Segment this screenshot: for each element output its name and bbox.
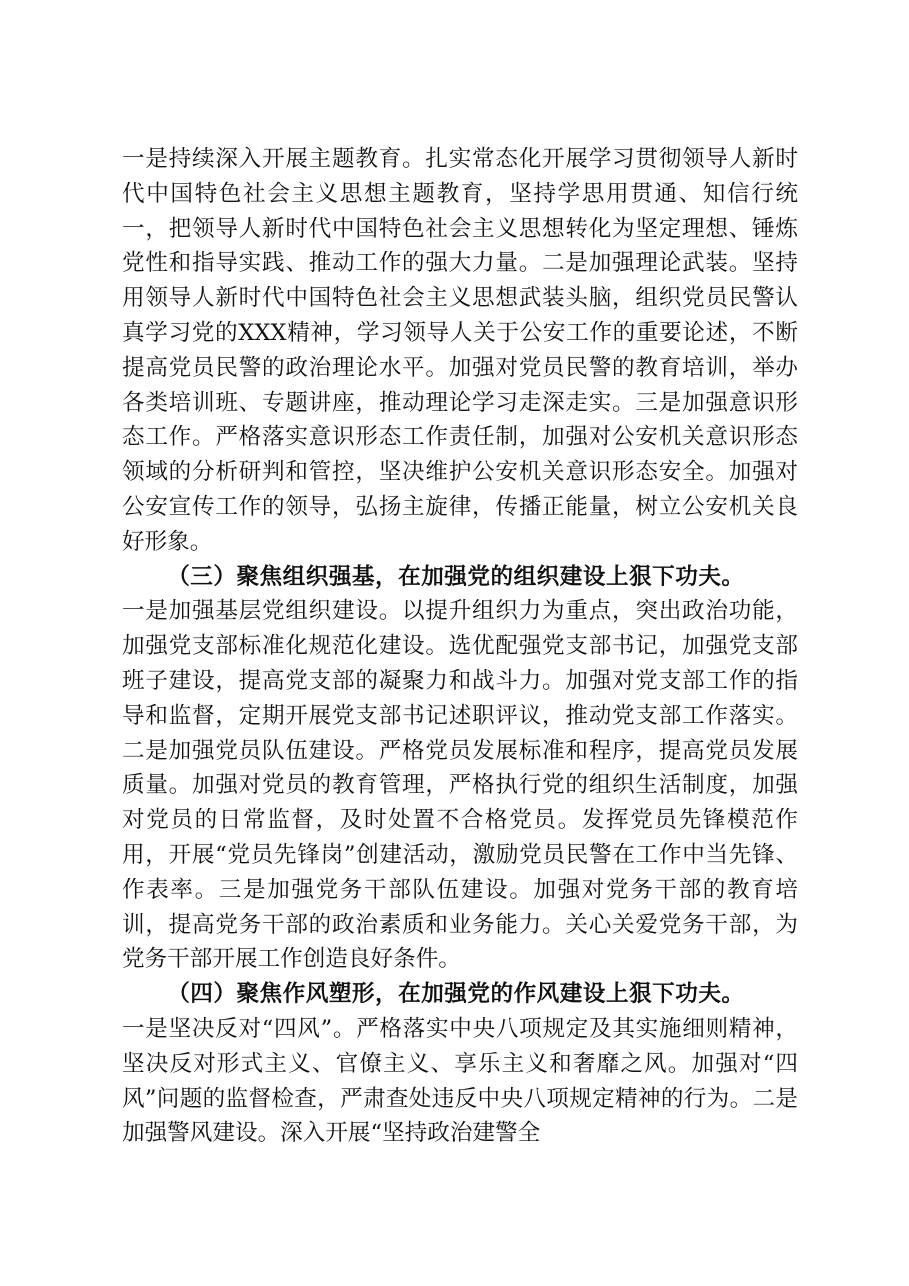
body-paragraph-1: 一是持续深入开展主题教育。扎实常态化开展学习贯彻领导人新时代中国特色社会主义思想主题教育，坚持学思用贯通、知信行统一，把领导人新时代中国特色社会主义思想转化为坚定理想、锤炼党性和指导实践、推动工作的强大力量。二是加强理论武装。坚持用领导人新时代中国特色社会主义思想武装头脑，组织党员民警认真学习党的XXX精神，学习领导人关于公安工作的重要论述，不断提高党员民警的政治理论水平。加强对党员民警的教育培训，举办各类培训班、专题讲座，推动理论学习走深走实。三是加强意识形态工作。严格落实意识形态工作责任制，加强对公安机关意识形态领域的分析研判和管控，坚决维护公安机关意识形态安全。加强对公安宣传工作的领导，弘扬主旋律，传播正能量，树立公安机关良好形象。 — [122, 146, 798, 555]
section-heading-3: （三）聚焦组织强基，在加强党的组织建设上狠下功夫。 — [167, 563, 745, 590]
body-paragraph-2: 一是加强基层党组织建设。以提升组织力为重点，突出政治功能，加强党支部标准化规范化建设。选优配强党支部书记，加强党支部班子建设，提高党支部的凝聚力和战斗力。加强对党支部工作的指导和监督，定期开展党支部书记述职评议，推动党支部工作落实。二是加强党员队伍建设。严格党员发展标准和程序，提高党员发展质量。加强对党员的教育管理，严格执行党的组织生活制度，加强对党员的日常监督，及时处置不合格党员。发挥党员先锋模范作用，开展“党员先锋岗”创建活动，激励党员民警在工作中当先锋、作表率。三是加强党务干部队伍建设。加强对党务干部的教育培训，提高党务干部的政治素质和业务能力。关心关爱党务干部，为党务干部开展工作创造良好条件。 — [122, 598, 798, 973]
body-paragraph-3: 一是坚决反对“四风”。严格落实中央八项规定及其实施细则精神，坚决反对形式主义、官僚主义、享乐主义和奢靡之风。加强对“四风”问题的监督检查，严肃查处违反中央八项规定精神的行为。二是加强警风建设。深入开展“坚持政治建警全 — [122, 1015, 798, 1147]
document-page — [122, 142, 798, 1151]
section-heading-4: （四）聚焦作风塑形，在加强党的作风建设上狠下功夫。 — [167, 981, 745, 1008]
